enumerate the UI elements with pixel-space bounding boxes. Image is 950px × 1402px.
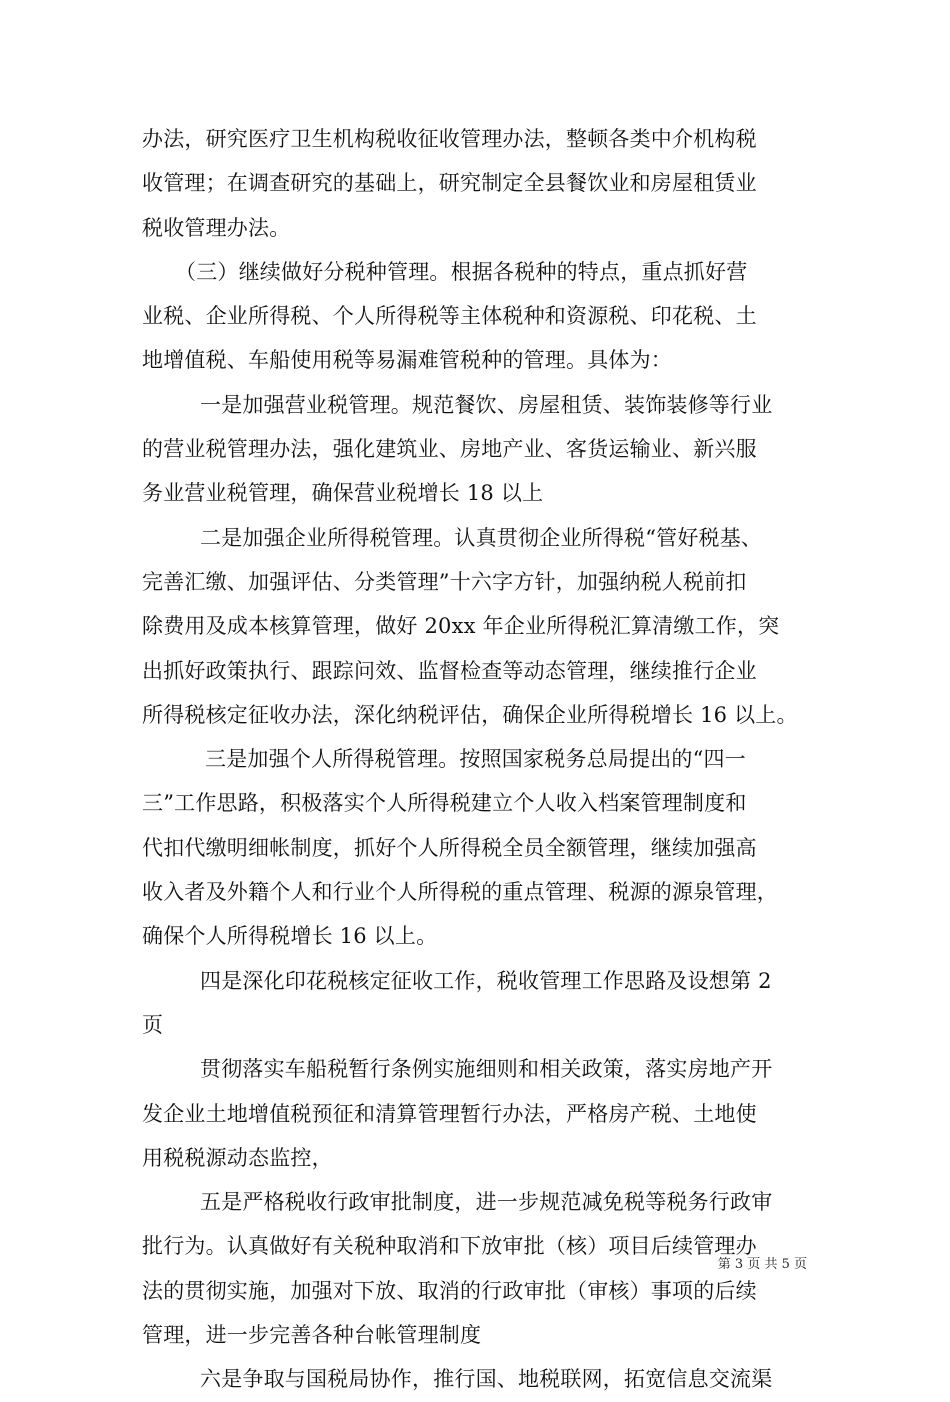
text-line: 确保个人所得税增长 16 以上。 [142, 924, 438, 949]
text-line: 除费用及成本核算管理，做好 20xx 年企业所得税汇算清缴工作，突 [142, 614, 780, 639]
text-line: 的营业税管理办法，强化建筑业、房地产业、客货运输业、新兴服 [142, 437, 757, 462]
text-line: 管理，进一步完善各种台帐管理制度 [142, 1323, 482, 1348]
text-line: 批行为。认真做好有关税种取消和下放审批（核）项目后续管理办 [142, 1234, 757, 1259]
text-line: 六是争取与国税局协作，推行国、地税联网，拓宽信息交流渠 [200, 1367, 773, 1392]
text-line: 出抓好政策执行、跟踪问效、监督检查等动态管理，继续推行企业 [142, 658, 757, 683]
page-footer: 第 3 页 共 5 页 [717, 1257, 807, 1272]
text-line: 发企业土地增值税预征和清算管理暂行办法，严格房产税、土地使 [142, 1101, 757, 1126]
text-line: 地增值税、车船使用税等易漏难管税种的管理。具体为： [142, 348, 672, 373]
text-line: 二是加强企业所得税管理。认真贯彻企业所得税“管好税基、 [200, 525, 763, 550]
text-line: 收管理；在调查研究的基础上，研究制定全县餐饮业和房屋租赁业 [142, 171, 757, 196]
text-line: 贯彻落实车船税暂行条例实施细则和相关政策，落实房地产开 [200, 1057, 773, 1082]
text-line: （三）继续做好分税种管理。根据各税种的特点，重点抓好营 [175, 259, 748, 284]
body-text [142, 117, 822, 1402]
text-line: 办法，研究医疗卫生机构税收征收管理办法，整顿各类中介机构税 [142, 127, 757, 151]
text-line: 页 [142, 1012, 164, 1037]
text-line: 一是加强营业税管理。规范餐饮、房屋租赁、装饰装修等行业 [200, 392, 773, 417]
text-line: 用税税源动态监控， [142, 1145, 333, 1170]
text-line: 收入者及外籍个人和行业个人所得税的重点管理、税源的源泉管理， [142, 880, 778, 905]
text-line: 三是加强个人所得税管理。按照国家税务总局提出的“四一 [205, 747, 746, 772]
text-line: 四是深化印花税核定征收工作，税收管理工作思路及设想第 2 [200, 968, 772, 993]
text-line: 五是严格税收行政审批制度，进一步规范减免税等税务行政审 [200, 1190, 773, 1215]
text-line: 所得税核定征收办法，深化纳税评估，确保企业所得税增长 16 以上。 [142, 702, 798, 727]
text-line: 务业营业税管理，确保营业税增长 18 以上 [142, 481, 544, 506]
text-line: 税收管理办法。 [142, 215, 291, 240]
text-line: 三”工作思路，积极落实个人所得税建立个人收入档案管理制度和 [142, 791, 747, 816]
text-line: 法的贯彻实施，加强对下放、取消的行政审批（审核）事项的后续 [142, 1278, 757, 1303]
text-line: 代扣代缴明细帐制度，抓好个人所得税全员全额管理，继续加强高 [142, 835, 757, 860]
text-line: 业税、企业所得税、个人所得税等主体税种和资源税、印花税、土 [142, 304, 757, 329]
text-line: 完善汇缴、加强评估、分类管理”十六字方针，加强纳税人税前扣 [142, 569, 747, 594]
